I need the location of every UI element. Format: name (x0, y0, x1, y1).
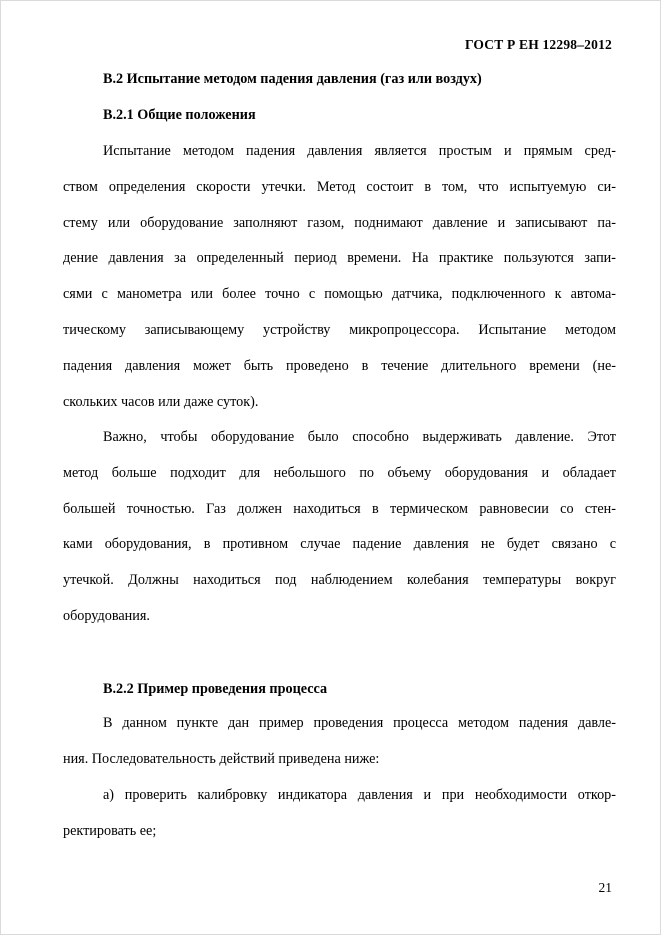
paragraph-line: утечкой. Должны находиться под наблюдением колебания температуры вокруг (63, 572, 616, 589)
paragraph-line: падения давления может быть проведено в течение длительного времени (не- (63, 357, 616, 374)
paragraph-line: оборудования. (63, 607, 150, 624)
paragraph-line: сями с манометра или более точно с помощью датчика, подключенного к автома- (63, 286, 616, 303)
document-code-header: ГОСТ Р ЕН 12298–2012 (464, 37, 612, 52)
paragraph-line: ректировать ее; (63, 822, 157, 839)
paragraph-line: тическому записывающему устройству микропроцессора. Испытание методом (63, 321, 616, 338)
paragraph-example-1 (63, 706, 616, 778)
paragraph-line: ния. Последовательность действий приведена ниже: (63, 750, 380, 767)
paragraph-line: Важно, чтобы оборудование было способно выдерживать давление. Этот (103, 429, 616, 445)
paragraph-line: ством определения скорости утечки. Метод состоит в том, что испытуемую си- (63, 178, 616, 195)
paragraph-line: а) проверить калибровку индикатора давления и при необходимости откор- (103, 787, 616, 803)
subsection-heading-general: В.2.1 Общие положения (103, 107, 256, 123)
paragraph-line: большей точностью. Газ должен находиться в термическом равновесии со стен- (63, 500, 616, 517)
page-number: 21 (598, 880, 612, 895)
paragraph-line: скольких часов или даже суток). (63, 393, 259, 410)
paragraph-example-2 (63, 778, 616, 850)
paragraph-line: стему или оборудование заполняют газом, поднимают давление и записывают па- (63, 214, 616, 231)
paragraph-line: метод больше подходит для небольшого по объему оборудования и обладает (63, 464, 616, 481)
paragraph-line: дение давления за определенный период времени. На практике пользуются запи- (63, 250, 616, 267)
paragraph-line: Испытание методом падения давления является простым и прямым сред- (103, 143, 616, 159)
paragraph-line: В данном пункте дан пример проведения процесса методом падения давле- (103, 715, 616, 731)
paragraph-general-2 (63, 420, 616, 635)
section-heading: В.2 Испытание методом падения давления (газ или воздух) (103, 71, 482, 87)
subsection-heading-example: В.2.2 Пример проведения процесса (103, 681, 328, 697)
paragraph-general-1 (63, 134, 616, 420)
paragraph-line: ками оборудования, в противном случае падение давления не будет связано с (63, 536, 616, 553)
